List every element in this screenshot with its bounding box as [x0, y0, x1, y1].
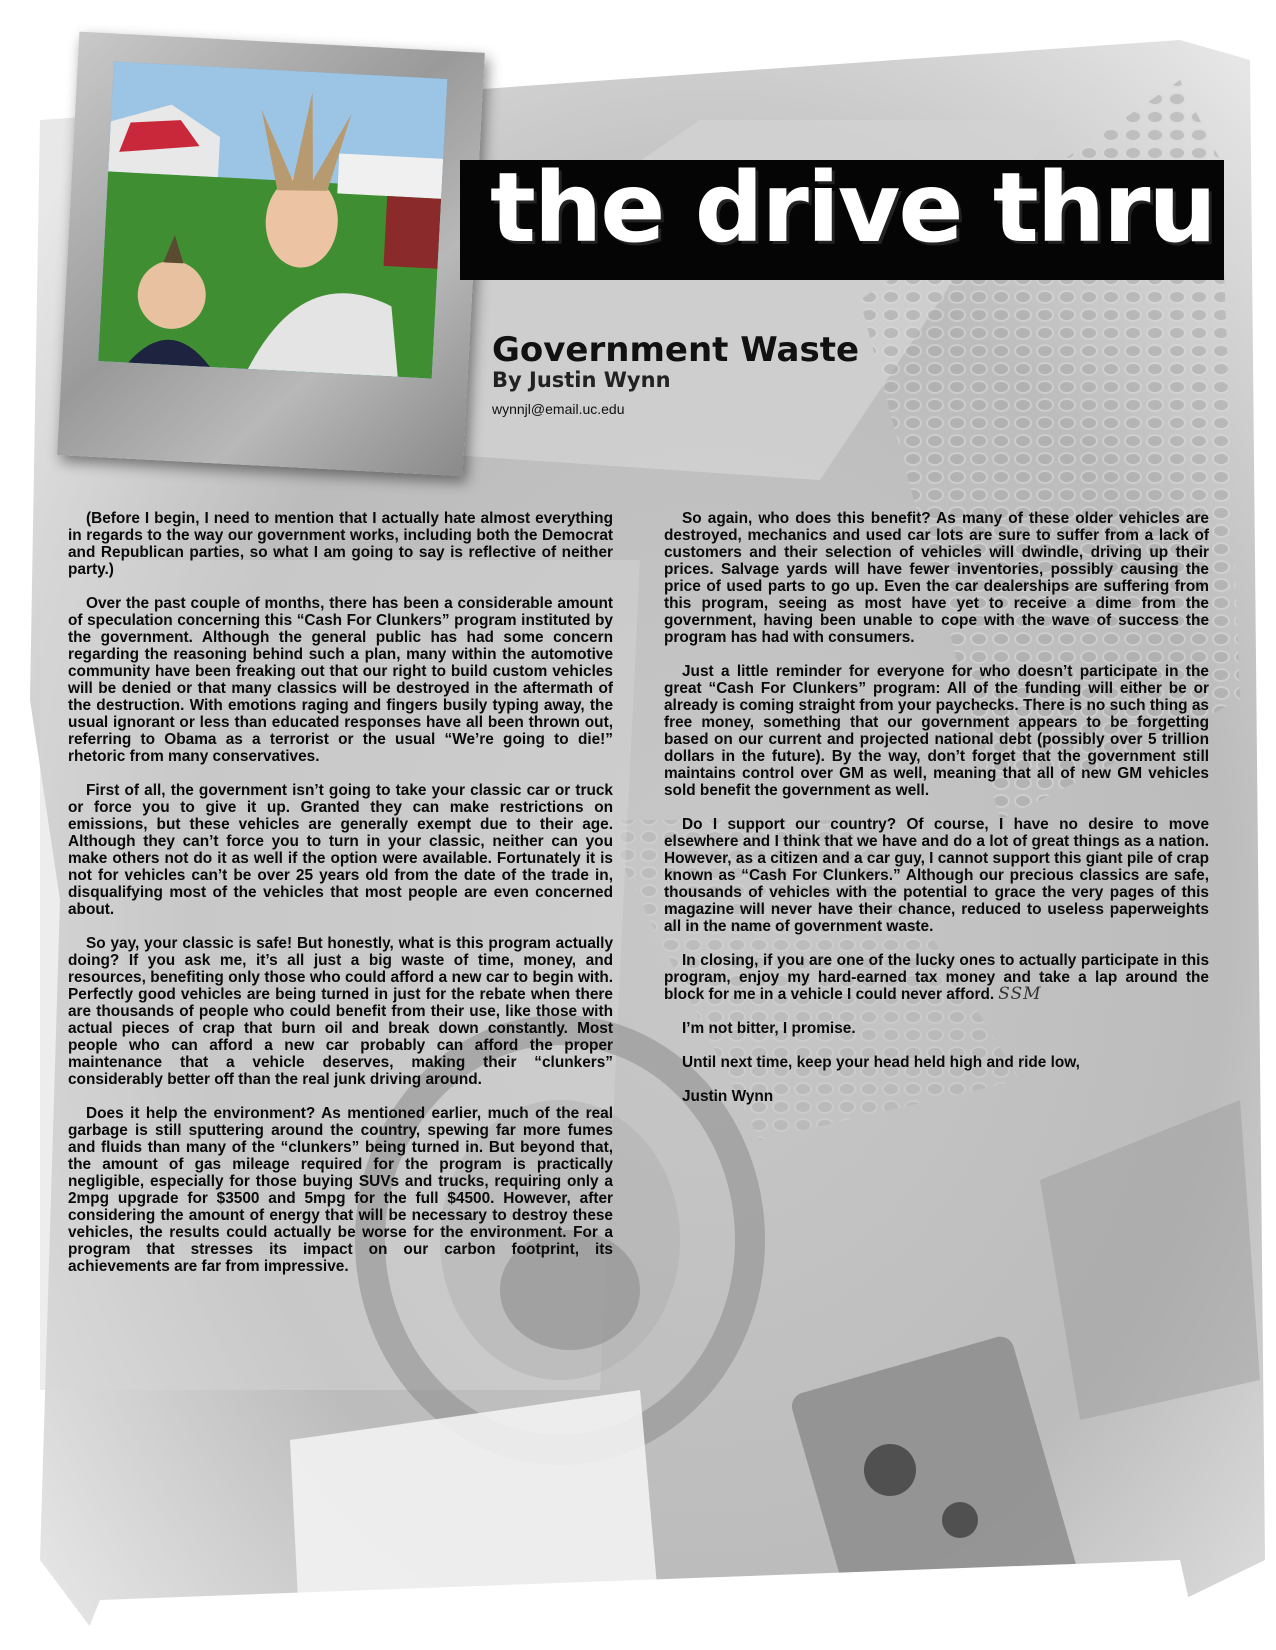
- handwritten-initials: SSM: [998, 984, 1042, 1004]
- author-email: wynnjl@email.uc.edu: [492, 401, 625, 417]
- photo-frame: [57, 32, 485, 477]
- article-headline: Government Waste: [492, 330, 860, 370]
- author-signoff: Justin Wynn: [682, 1088, 774, 1105]
- paragraph: Over the past couple of months, there has been a considerable amount of speculation concerning this “Cash For Clunkers” program instituted by the government. Although the general public has had some concern regarding the reasoning behind such a plan, many within the automotive community have been freaking out that our right to build custom vehicles will be denied or that many classics will be destroyed in the aftermath of the destruction. With emotions raging and fingers busily typing away, the usual ignorant or less than educated responses have all been thrown out, referring to Obama as a terrorist or the usual “We’re going to die!” rhetoric from many conservatives.: [68, 595, 613, 765]
- article-column-right: [664, 510, 1209, 1122]
- paragraph: So again, who does this benefit? As many of these older vehicles are destroyed, mechanics and used car lots are sure to suffer from a lack of customers and their selection of vehicles will dwindle, driving up their prices. Salvage yards will have fewer inventories, possibly causing the price of used parts to go up. Even the car dealerships are suffering from this program, seeing as most have yet to receive a dime from the government, having been unable to cope with the wave of success the program has had with consumers.: [664, 510, 1209, 646]
- paragraph: Do I support our country? Of course, I have no desire to move elsewhere and I think that we have and do a lot of great things as a nation. However, as a citizen and a car guy, I cannot support this giant pile of crap known as “Cash For Clunkers.” Although our precious classics are safe, thousands of vehicles with the potential to grace the very pages of this magazine will never have their chance, reduced to useless paperweights all in the name of government waste.: [664, 816, 1209, 935]
- article-photo: [98, 62, 447, 379]
- paragraph: First of all, the government isn’t going to take your classic car or truck or force you to give it up. Granted they can make restrictions on emissions, but these vehicles are generally exempt due to their age. Although they can’t force you to turn in your classic, neither can you make others not do it as well if the option were available. Fortunately it is not for vehicles can’t be over 25 years old from the date of the trade in, disqualifying most of the vehicles that most people are even concerned about.: [68, 782, 613, 918]
- paragraph: (Before I begin, I need to mention that I actually hate almost everything in regards to the way our government works, including both the Democrat and Republican parties, so what I am going to say is reflective of neither party.): [68, 510, 613, 578]
- paragraph: I’m not bitter, I promise.: [682, 1020, 856, 1037]
- article-column-left: [68, 510, 613, 1292]
- section-title: the drive thru: [490, 152, 1215, 264]
- paragraph: Just a little reminder for everyone for who doesn’t participate in the great “Cash For Clunkers” program: All of the funding will either be or already is coming straight from your paychecks. There is no such thing as free money, something that our government appears to be forgetting based on our current and projected national debt (possibly over 5 trillion dollars in the future). By the way, don’t forget that the government still maintains control over GM as well, meaning that all of new GM vehicles sold benefit the government as well.: [664, 663, 1209, 799]
- paragraph-closing: [664, 952, 1209, 1003]
- title-banner: [460, 152, 1224, 280]
- photo-illustration: [98, 62, 447, 379]
- paragraph: Does it help the environment? As mentioned earlier, much of the real garbage is still sputtering around the country, spewing far more fumes and fluids than many of the “clunkers” being turned in. But beyond that, the amount of gas mileage required for the program is practically negligible, especially for those buying SUVs and trucks, requiring only a 2mpg upgrade for $3500 and 5mpg for the full $4500. However, after considering the amount of energy that will be necessary to destroy these vehicles, the results could actually be worse for the environment. For a program that stresses its impact on our carbon footprint, its achievements are far from impressive.: [68, 1105, 613, 1275]
- article-byline: By Justin Wynn: [492, 368, 671, 392]
- paragraph: Until next time, keep your head held high and ride low,: [682, 1054, 1080, 1071]
- closing-text: In closing, if you are one of the lucky ones to actually participate in this program, enjoy my hard-earned tax money and take a lap around the block for me in a vehicle I could never afford.: [664, 952, 1209, 1003]
- paragraph: So yay, your classic is safe! But honestly, what is this program actually doing? If you ask me, it’s all just a big waste of time, money, and resources, benefiting only those who could afford a new car to begin with. Perfectly good vehicles are being turned in just for the rebate when there are thousands of people who could benefit from their use, like those with actual pieces of crap that burn oil and break down constantly. Most people who can afford a new car probably can afford the proper maintenance that a vehicle deserves, making their “clunkers” considerably better off than the real junk driving around.: [68, 935, 613, 1088]
